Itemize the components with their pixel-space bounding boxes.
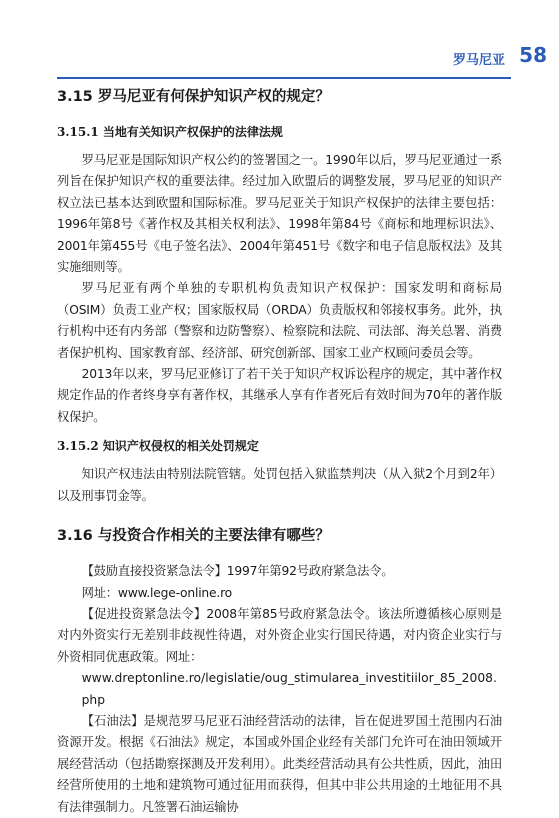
- paragraph: 2013年以来，罗马尼亚修订了若干关于知识产权诉讼程序的规定，其中著作权规定作品的作者终身享有著作权，其继承人享有作者死后有效时间为70年的著作版权保护。: [57, 367, 502, 424]
- subsection-title-3-15-2: 3.15.2 知识产权侵权的相关处罚规定: [57, 439, 259, 454]
- paragraph: 【促进投资紧急法令】2008年第85号政府紧急法令。该法所遵循核心原则是对内外资实行无差别非歧视性待遇，对外资企业实行国民待遇，对内资企业实行与外资相同优惠政策。网址：: [57, 606, 502, 664]
- paragraph: 【鼓励直接投资紧急法令】1997年第92号政府紧急法令。: [81, 564, 394, 579]
- header-country: 罗马尼亚: [452, 53, 505, 68]
- paragraph: 【石油法】是规范罗马尼亚石油经营活动的法律，旨在促进罗国土范围内石油资源开发。根据《石油法》规定，本国或外国企业经有关部门允许可在油田领域开展经营活动（包括勘察探测及开发利用）。此类经营活动具有公共性质，因此，油田经营所使用的土地和建筑物可通过征用而获得，但其中非公共用途的土地征用不具有法律强制力。凡签署石油运输协: [57, 713, 502, 814]
- page-content: [57, 86, 502, 818]
- section-title-3-15: 3.15 罗马尼亚有何保护知识产权的规定？: [57, 89, 330, 105]
- page-number: 58: [519, 43, 547, 67]
- paragraph: 罗马尼亚有两个单独的专职机构负责知识产权保护：国家发明和商标局（OSIM）负责工业产权；国家版权局（ORDA）负责版权和邻接权事务。此外，执行机构中还有内务部（警察和边防警察）、检察院和法院、司法部、海关总署、消费者保护机构、国家教育部、经济部、研究创新部、国家工业产权顾问委员会等。: [57, 281, 502, 360]
- url-line: www.dreptonline.ro/legislatie/oug_stimularea_investitiilor_85_2008.php: [81, 671, 497, 707]
- url-line: 网址：www.lege-online.ro: [81, 585, 232, 600]
- page-header: [57, 45, 559, 75]
- subsection-title-3-15-1: 3.15.1 当地有关知识产权保护的法律法规: [57, 125, 283, 139]
- paragraph: 罗马尼亚是国际知识产权公约的签署国之一。1990年以后，罗马尼亚通过一系列旨在保护知识产权的重要法律。经过加入欧盟后的调整发展，罗马尼亚的知识产权立法已基本达到欧盟和国际标准。罗马尼亚关于知识产权保护的法律主要包括：1996年第8号《著作权及其相关权利法》、1998年第84号《商标和地理标识法》、2001年第455号《电子签名法》、2004年第451号《数字和电子信息版权法》及其实施细则等。: [57, 153, 502, 275]
- paragraph: 知识产权违法由特别法院管辖。处罚包括入狱监禁判决（从入狱2个月到2年）以及刑事罚金等。: [57, 467, 502, 503]
- header-rule: [57, 77, 511, 79]
- section-title-3-16: 3.16 与投资合作相关的主要法律有哪些？: [57, 528, 330, 545]
